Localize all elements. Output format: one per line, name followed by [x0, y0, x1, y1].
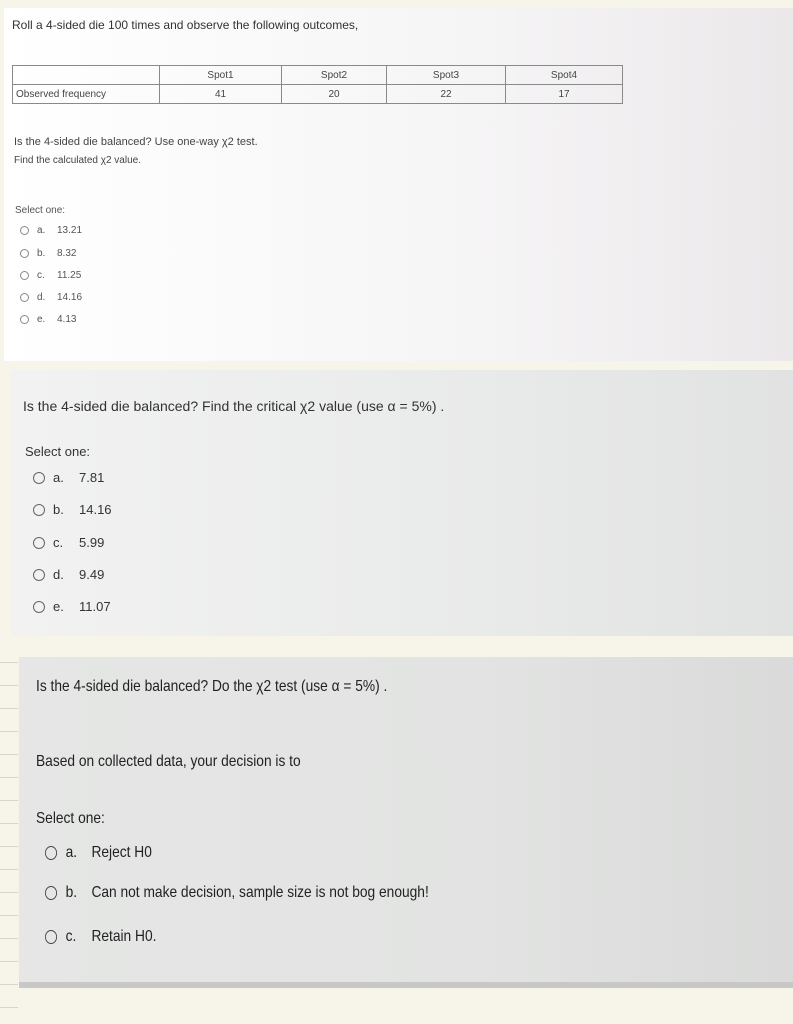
question-1-option-b[interactable]: b. 8.32 — [20, 248, 76, 259]
table-row-label: Observed frequency — [13, 85, 160, 104]
radio-button-icon[interactable] — [20, 226, 29, 235]
question-1-option-e[interactable]: e. 4.13 — [20, 314, 76, 325]
radio-button-icon[interactable] — [33, 569, 45, 581]
question-3-option-a[interactable]: a. Reject H0 — [45, 844, 152, 862]
question-2-select-label: Select one: — [25, 444, 91, 459]
question-1-option-c[interactable]: c. 11.25 — [20, 270, 81, 281]
table-header-row — [13, 66, 623, 85]
radio-button-icon[interactable] — [33, 472, 45, 484]
table-row — [13, 85, 623, 104]
table-header-spot2: Spot2 — [282, 66, 387, 85]
table-header-spot3: Spot3 — [387, 66, 506, 85]
radio-button-icon[interactable] — [45, 846, 57, 860]
table-corner-cell — [13, 66, 160, 85]
question-1-title: Roll a 4-sided die 100 times and observe the following outcomes, — [12, 18, 359, 32]
table-cell-spot1: 41 — [160, 85, 282, 104]
table-header-spot1: Spot1 — [160, 66, 282, 85]
question-1-select-label: Select one: — [15, 205, 66, 216]
table-cell-spot4: 17 — [506, 85, 623, 104]
question-3-option-c[interactable]: c. Retain H0. — [45, 928, 156, 946]
question-2-title: Is the 4-sided die balanced? Find the critical χ2 value (use α = 5%) . — [23, 398, 445, 414]
question-2-option-e[interactable]: e. 11.07 — [33, 599, 111, 614]
panel-shadow — [19, 982, 793, 988]
question-1-option-a[interactable]: a. 13.21 — [20, 225, 82, 236]
radio-button-icon[interactable] — [33, 537, 45, 549]
question-2-option-b[interactable]: b. 14.16 — [33, 502, 112, 517]
radio-button-icon[interactable] — [20, 249, 29, 258]
table-header-spot4: Spot4 — [506, 66, 623, 85]
question-3-title: Is the 4-sided die balanced? Do the χ2 test (use α = 5%) . — [36, 678, 388, 695]
table-cell-spot2: 20 — [282, 85, 387, 104]
radio-button-icon[interactable] — [45, 886, 57, 900]
question-2-option-c[interactable]: c. 5.99 — [33, 535, 104, 550]
question-2-option-d[interactable]: d. 9.49 — [33, 567, 104, 582]
radio-button-icon[interactable] — [33, 601, 45, 613]
question-2-option-a[interactable]: a. 7.81 — [33, 470, 104, 485]
question-1-subtext: Find the calculated χ2 value. — [14, 155, 141, 166]
frequency-table — [12, 65, 623, 104]
table-cell-spot3: 22 — [387, 85, 506, 104]
question-1-option-d[interactable]: d. 14.16 — [20, 292, 82, 303]
radio-button-icon[interactable] — [33, 504, 45, 516]
radio-button-icon[interactable] — [20, 293, 29, 302]
question-3-select-label: Select one: — [36, 810, 105, 827]
question-1-text: Is the 4-sided die balanced? Use one-way χ2 test. — [14, 136, 258, 148]
question-1-panel — [4, 8, 793, 361]
radio-button-icon[interactable] — [20, 315, 29, 324]
radio-button-icon[interactable] — [45, 930, 57, 944]
question-3-option-b[interactable]: b. Can not make decision, sample size is not bog enough! — [45, 884, 429, 902]
radio-button-icon[interactable] — [20, 271, 29, 280]
question-3-prompt: Based on collected data, your decision is to — [36, 753, 301, 770]
notebook-background-lines — [0, 640, 18, 1024]
